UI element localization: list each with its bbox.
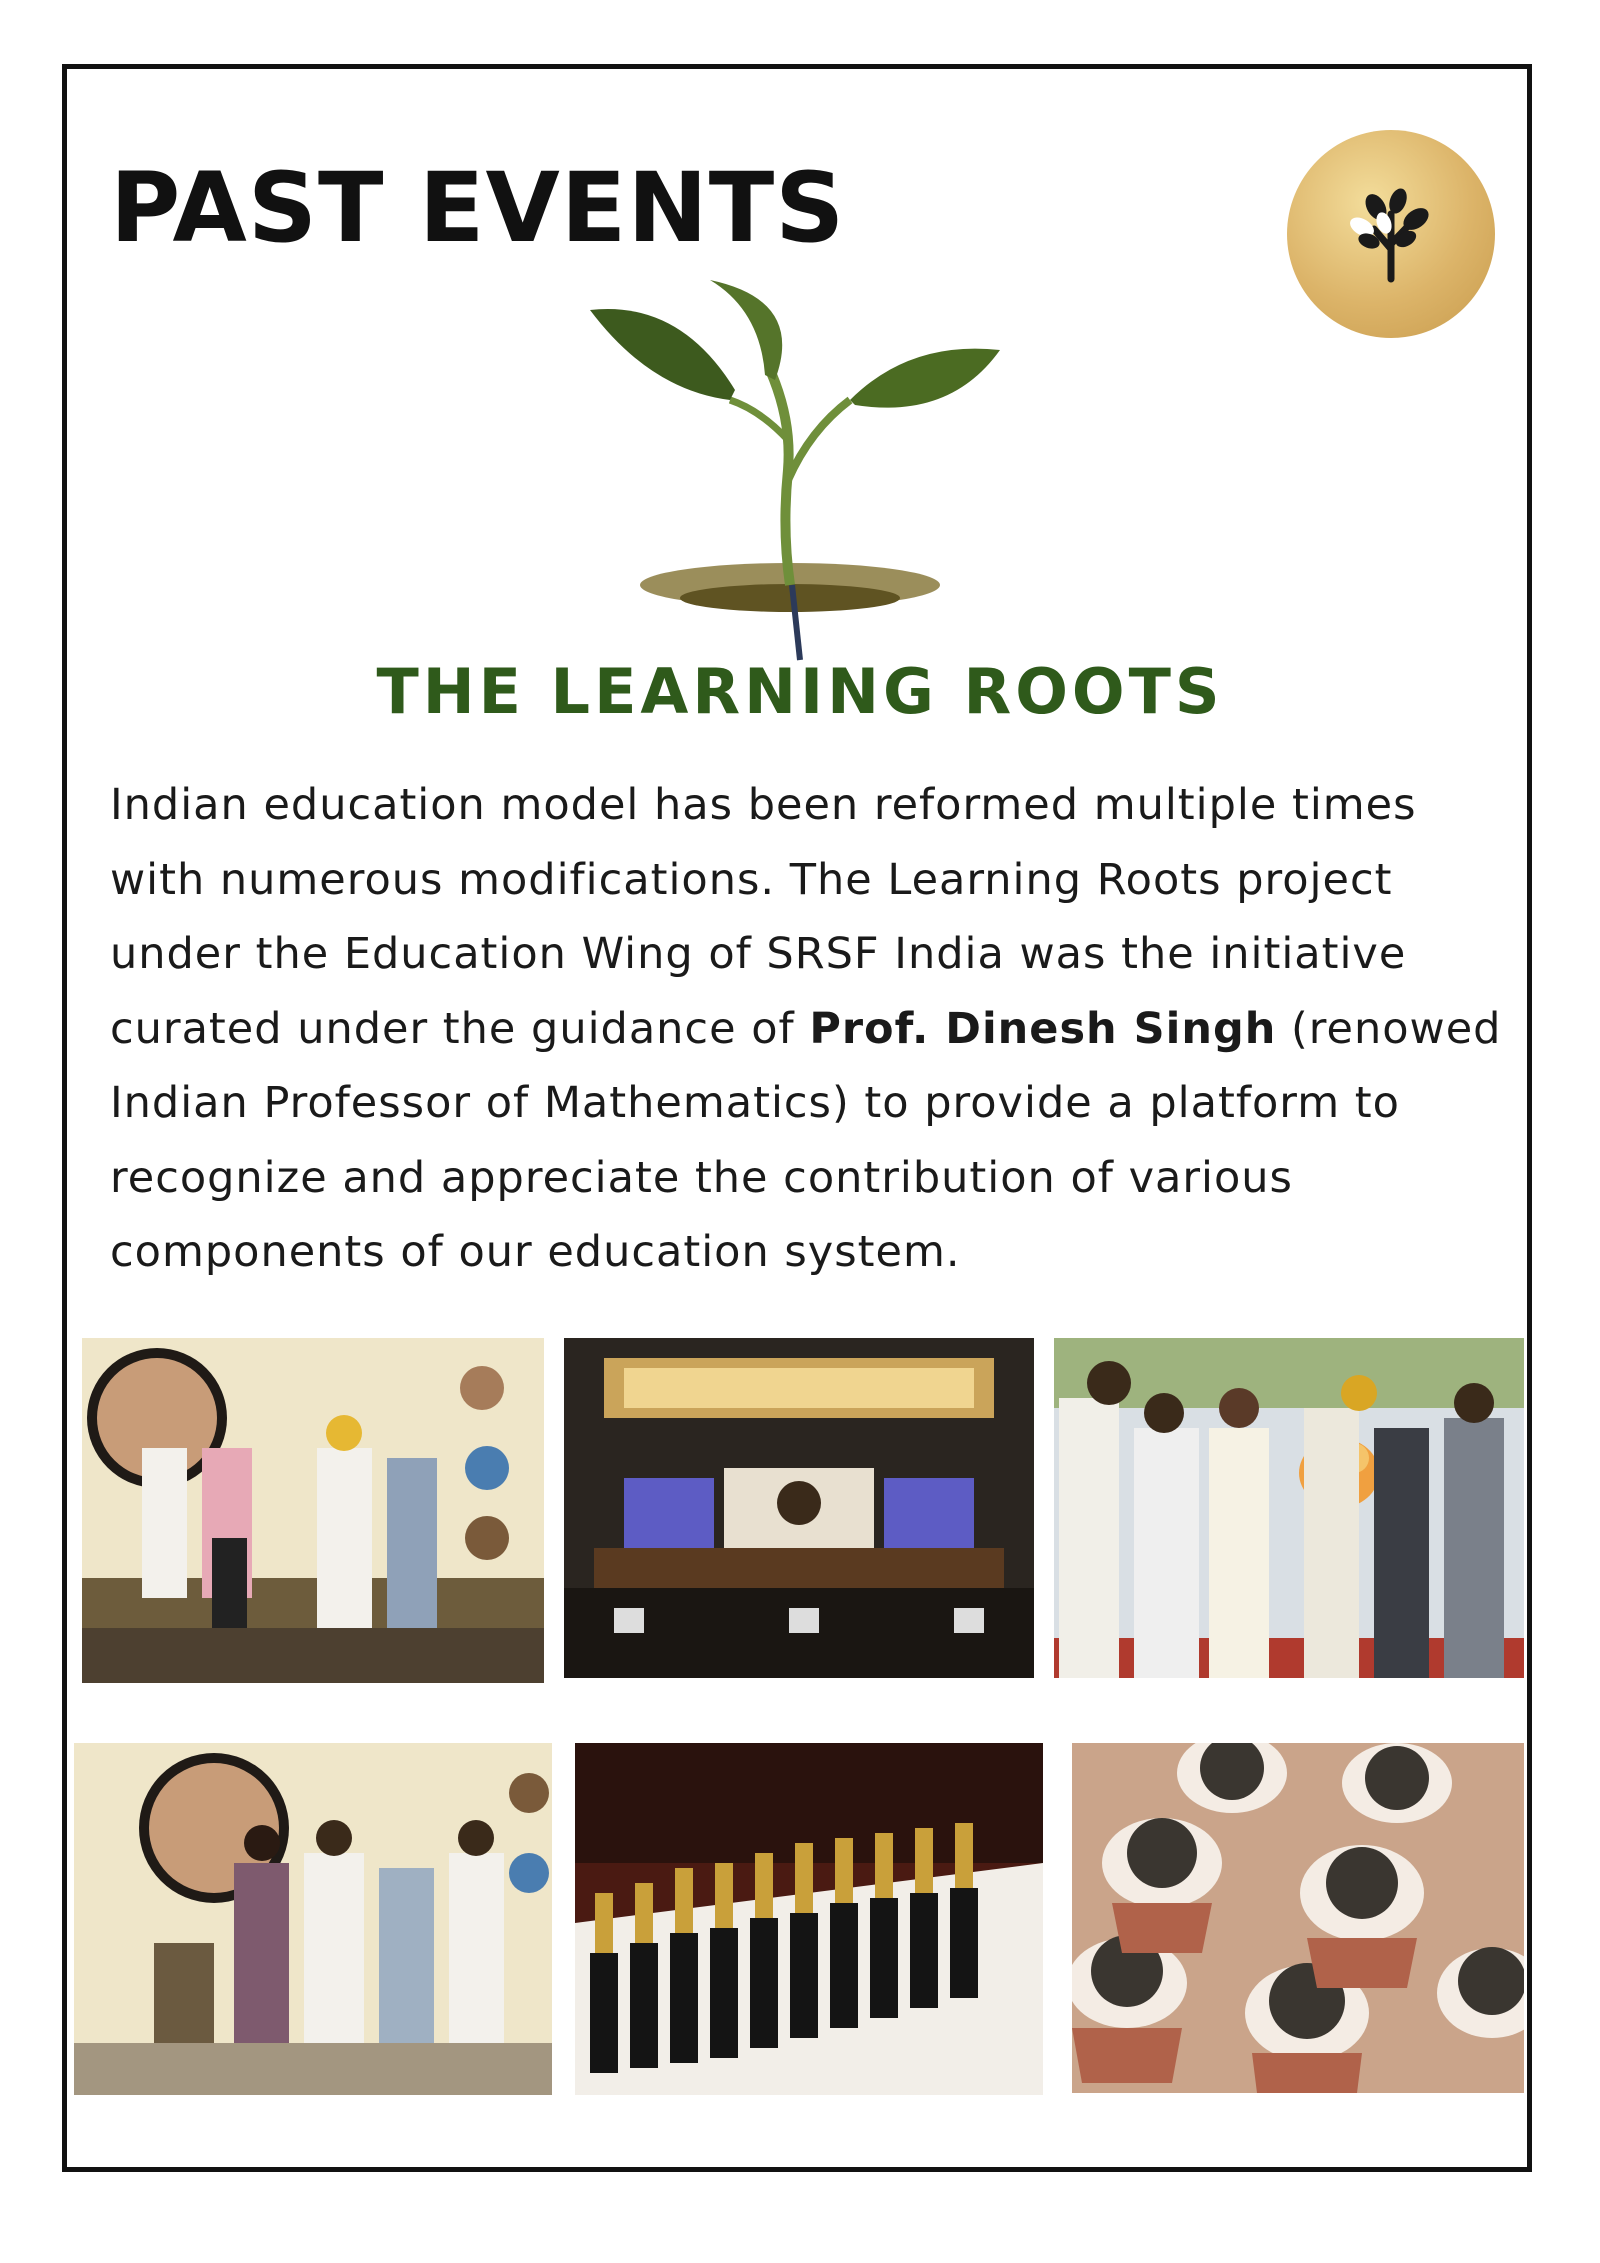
cupcakes-photo <box>1072 1743 1524 2093</box>
sapling-icon <box>560 280 1020 680</box>
description-paragraph <box>110 768 1510 1290</box>
stage-hall-photo <box>564 1338 1034 1678</box>
paragraph-emphasis: Prof. Dinesh Singh <box>809 1003 1277 1054</box>
paragraph-text-start: Indian education model has been reformed multiple times with numerous modifications. The Learning Roots project under the Education Wing of SRSF India was the initiative curated under the guidance of <box>110 780 1417 1054</box>
bouquet-welcome-photo <box>1054 1338 1524 1678</box>
award-ceremony-photo-2 <box>74 1743 552 2095</box>
tree-logo-icon <box>1287 130 1495 338</box>
paragraph-text-end: (renowed Indian Professor of Mathematics) to provide a platform to recognize and appreciate the contribution of various components of our education system. <box>110 1003 1502 1277</box>
section-title: THE LEARNING ROOTS <box>376 655 1224 728</box>
trophies-photo <box>575 1743 1043 2095</box>
award-ceremony-photo-1 <box>82 1338 544 1683</box>
page-title: PAST EVENTS <box>110 152 846 264</box>
